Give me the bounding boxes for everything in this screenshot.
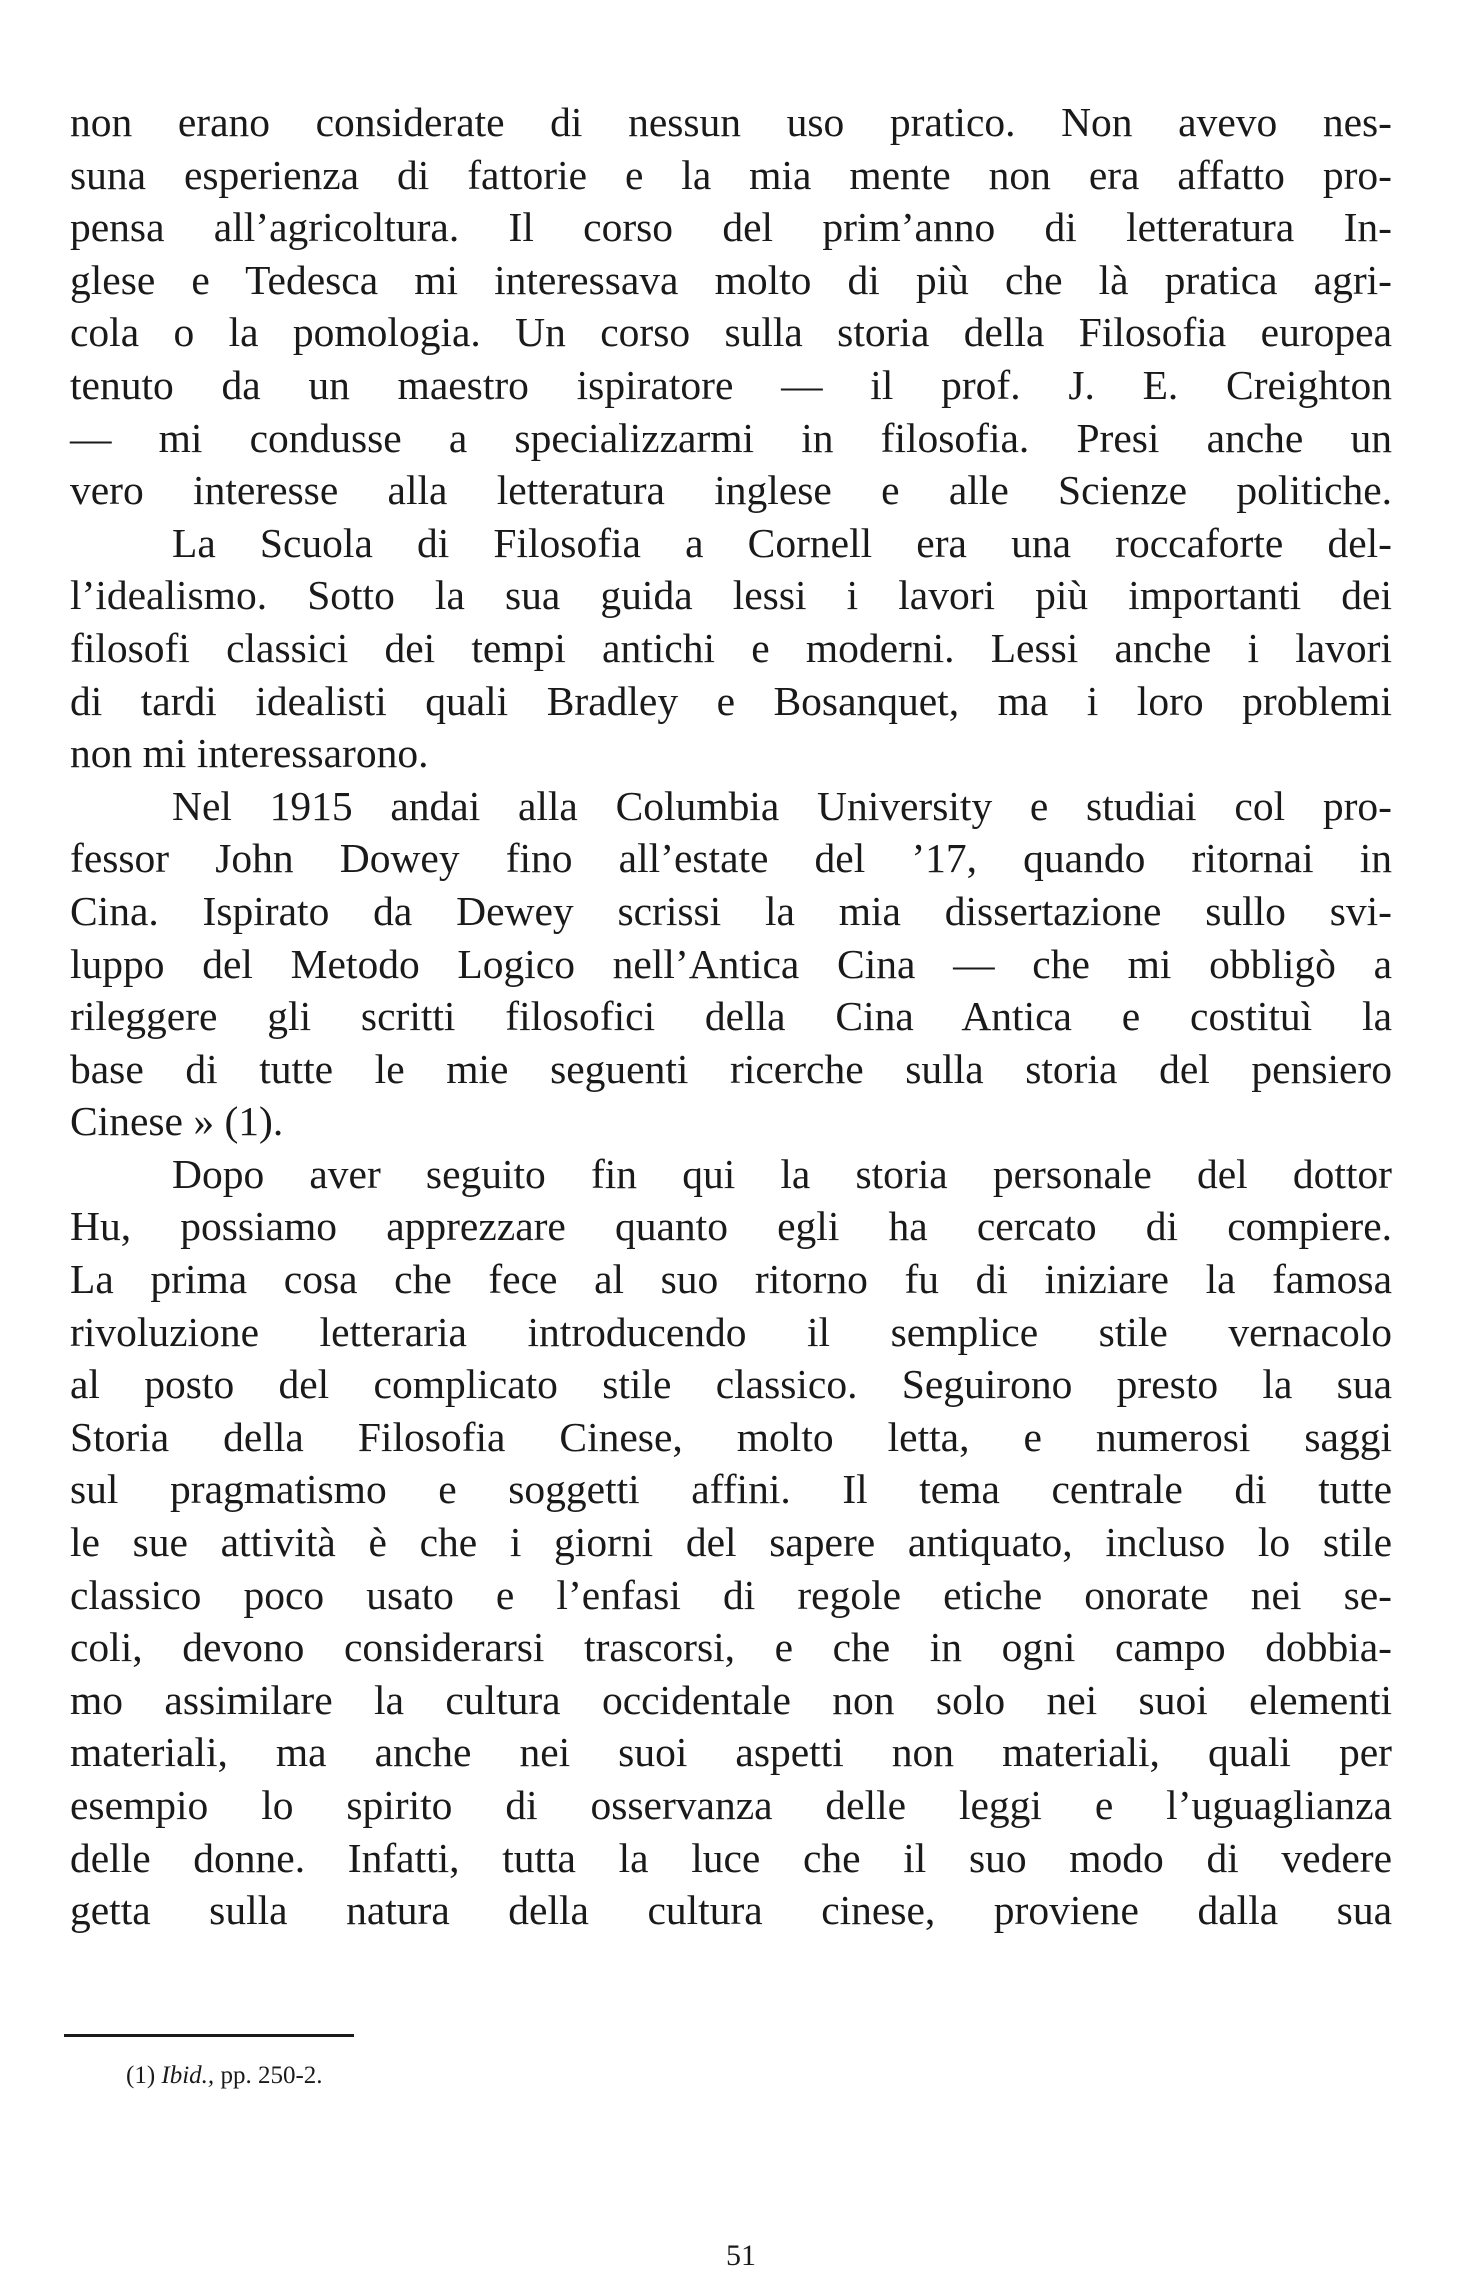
footnote <box>126 2060 323 2092</box>
footnote-number: (1) <box>126 2062 156 2089</box>
text-line: classico poco usato e l’enfasi di regole etiche onorate nei se- <box>70 1571 1392 1618</box>
text-line: di tardi idealisti quali Bradley e Bosanquet, ma i loro problemi <box>70 677 1392 724</box>
text-line: l’idealismo. Sotto la sua guida lessi i lavori più importanti dei <box>70 572 1392 619</box>
text-line: Dopo aver seguito fin qui la storia personale del dottor <box>172 1150 1392 1197</box>
text-line: rivoluzione letteraria introducendo il semplice stile vernacolo <box>70 1308 1392 1355</box>
text-line: coli, devono considerarsi trascorsi, e che in ogni campo dobbia- <box>70 1624 1392 1671</box>
footnote-pages: pp. 250-2. <box>220 2062 323 2089</box>
text-line: suna esperienza di fattorie e la mia mente non era affatto pro- <box>70 151 1392 198</box>
body-text <box>70 96 1392 1937</box>
text-line: glese e Tedesca mi interessava molto di più che là pratica agri- <box>70 256 1392 303</box>
text-line: delle donne. Infatti, tutta la luce che il suo modo di vedere <box>70 1834 1392 1881</box>
text-line: pensa all’agricoltura. Il corso del prim’anno di letteratura In- <box>70 204 1392 251</box>
text-line: filosofi classici dei tempi antichi e moderni. Lessi anche i lavori <box>70 624 1392 671</box>
text-line: al posto del complicato stile classico. Seguirono presto la sua <box>70 1361 1392 1408</box>
text-line: sul pragmatismo e soggetti affini. Il tema centrale di tutte <box>70 1466 1392 1513</box>
text-line: mo assimilare la cultura occidentale non solo nei suoi elementi <box>70 1676 1392 1723</box>
text-line: Cina. Ispirato da Dewey scrissi la mia dissertazione sullo svi- <box>70 887 1392 934</box>
text-line: Storia della Filosofia Cinese, molto letta, e numerosi saggi <box>70 1413 1392 1460</box>
footnote-source: Ibid., <box>161 2062 215 2089</box>
text-line: rileggere gli scritti filosofici della Cina Antica e costituì la <box>70 993 1392 1040</box>
text-line: vero interesse alla letteratura inglese e alle Scienze politiche. <box>70 467 1392 514</box>
text-line: non mi interessarono. <box>70 730 429 777</box>
text-line: luppo del Metodo Logico nell’Antica Cina — che mi obbligò a <box>70 940 1392 987</box>
page-number: 51 <box>726 2239 756 2272</box>
text-line: Cinese » (1). <box>70 1098 284 1145</box>
text-line: cola o la pomologia. Un corso sulla storia della Filosofia europea <box>70 309 1392 356</box>
text-line: La Scuola di Filosofia a Cornell era una roccaforte del- <box>172 519 1392 566</box>
text-line: getta sulla natura della cultura cinese, proviene dalla sua <box>70 1887 1392 1934</box>
text-line: La prima cosa che fece al suo ritorno fu di iniziare la famosa <box>70 1256 1392 1303</box>
text-line: le sue attività è che i giorni del sapere antiquato, incluso lo stile <box>70 1519 1392 1566</box>
text-line: tenuto da un maestro ispiratore — il prof. J. E. Creighton <box>70 361 1392 408</box>
footnote-divider <box>64 2034 354 2037</box>
text-line: fessor John Dowey fino all’estate del ’17, quando ritornai in <box>70 835 1392 882</box>
text-line: Nel 1915 andai alla Columbia University e studiai col pro- <box>172 782 1392 829</box>
text-line: — mi condusse a specializzarmi in filosofia. Presi anche un <box>70 414 1392 461</box>
text-line: Hu, possiamo apprezzare quanto egli ha cercato di compiere. <box>70 1203 1392 1250</box>
text-line: non erano considerate di nessun uso pratico. Non avevo nes- <box>70 99 1392 145</box>
text-line: materiali, ma anche nei suoi aspetti non materiali, quali per <box>70 1729 1392 1776</box>
text-line: esempio lo spirito di osservanza delle leggi e l’uguaglianza <box>70 1782 1392 1828</box>
text-line: base di tutte le mie seguenti ricerche sulla storia del pensiero <box>70 1045 1392 1092</box>
